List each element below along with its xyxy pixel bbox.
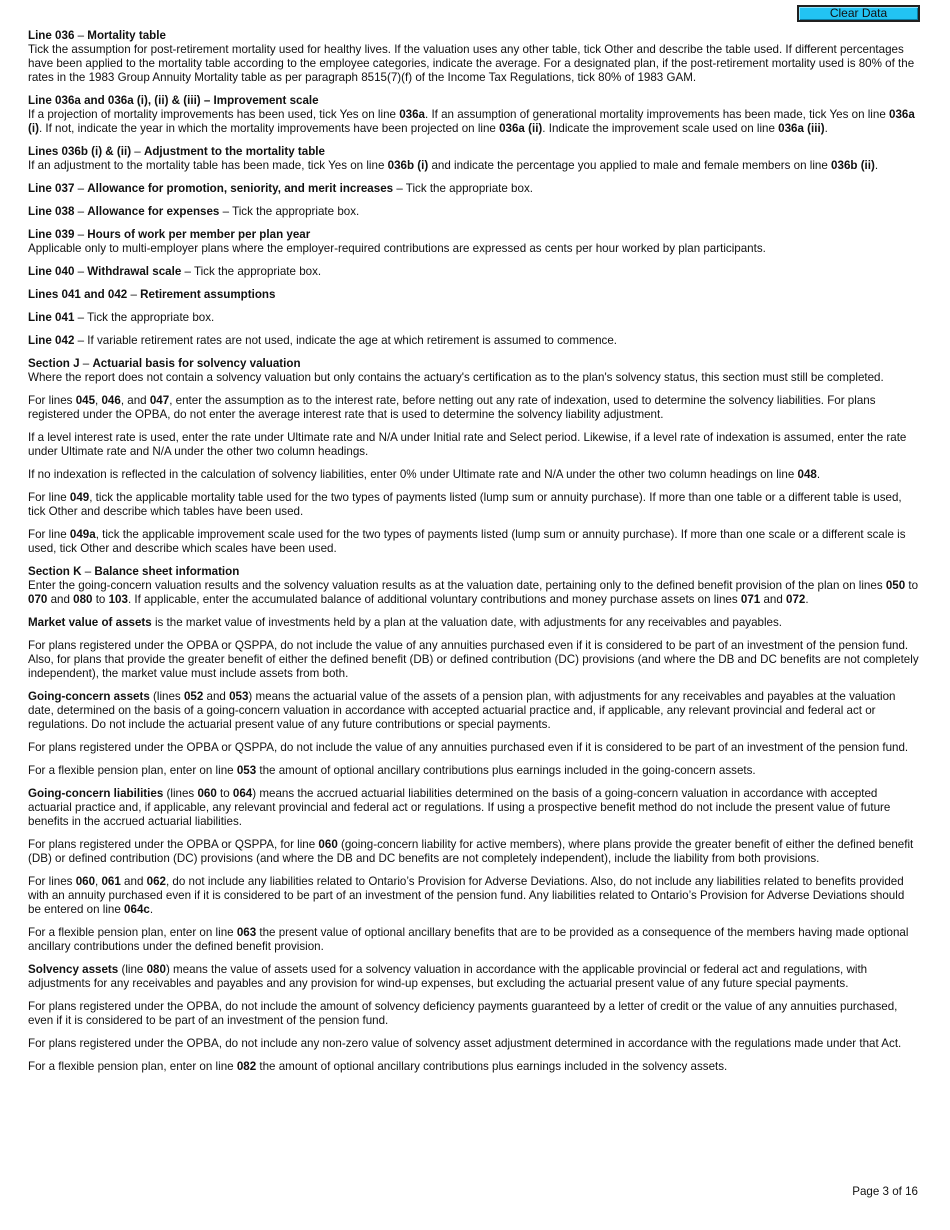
page-number: Page 3 of 16: [852, 1185, 918, 1198]
instruction-block: [28, 205, 920, 219]
instruction-paragraph: Solvency assets (line 080) means the value of assets used for a solvency valuation in accordance with the applicable provincial or federal act and regulations, with adjustments for any receivables and payables and any provision for wind-up expenses, but excluding the actuarial present value of any future special payments.: [28, 963, 868, 990]
instruction-block: [28, 29, 920, 85]
instruction-block: [28, 145, 920, 173]
instruction-block: [28, 690, 920, 732]
instruction-block: [28, 1000, 920, 1028]
instruction-block: [28, 468, 920, 482]
instruction-paragraph: For plans registered under the OPBA, do not include any non-zero value of solvency asset adjustment determined in accordance with the regulations made under that Act.: [28, 1037, 902, 1050]
instruction-paragraph: For plans registered under the OPBA or QSPPA, do not include the value of any annuities purchased even if it is considered to be part of an investment of the pension fund. Also, for plans that provide the greater benefit of either the defined benefit (DB) or defined contribution (DC) provisions (and where the DB and DC benefits are not completely independent), the market value must include assets from both.: [28, 639, 919, 680]
instruction-paragraph: For line 049a, tick the applicable improvement scale used for the two types of payments listed (lump sum or annuity purchase). If more than one scale or a different scale is used, tick Other and describe which scales have been used.: [28, 528, 906, 555]
instruction-paragraph: For plans registered under the OPBA or QSPPA, do not include the value of any annuities purchased even if it is considered to be part of an investment of the pension fund.: [28, 741, 909, 754]
instruction-paragraph: If an adjustment to the mortality table has been made, tick Yes on line 036b (i) and indicate the percentage you applied to male and female members on line 036b (ii).: [28, 159, 879, 172]
instruction-block: [28, 265, 920, 279]
section-heading: Line 036a and 036a (i), (ii) & (iii) – Improvement scale: [28, 94, 319, 107]
instruction-block: [28, 182, 920, 196]
instruction-paragraph: For plans registered under the OPBA, do not include the amount of solvency deficiency payments guaranteed by a letter of credit or the value of any annuities purchased, even if it is considered to be part of an investment of the pension fund.: [28, 1000, 898, 1027]
section-heading: Line 039 – Hours of work per member per plan year: [28, 228, 311, 241]
instruction-paragraph: For lines 045, 046, and 047, enter the assumption as to the interest rate, before netting out any rate of indexation, used to determine the solvency liabilities. For plans registered under the OPBA, do not enter the average interest rate that is used to determine the solvency liability adjustment.: [28, 394, 876, 421]
instruction-paragraph: Going-concern assets (lines 052 and 053) means the actuarial value of the assets of a pension plan, with adjustments for any receivables and payables at the valuation date, determined on the basis of a going-concern valuation in accordance with accepted actuarial practice and, if applicable, any relevant provincial and federal act or regulations. Do not include the actuarial present value of any future contributions or special payments.: [28, 690, 896, 731]
instruction-block: [28, 764, 920, 778]
instruction-paragraph: Market value of assets is the market value of investments held by a plan at the valuation date, with adjustments for any receivables and payables.: [28, 616, 783, 629]
instruction-block: [28, 838, 920, 866]
instructions-body: [28, 29, 920, 1083]
instruction-paragraph: For a flexible pension plan, enter on line 082 the amount of optional ancillary contributions plus earnings included in the solvency assets.: [28, 1060, 728, 1073]
instruction-paragraph: For lines 060, 061 and 062, do not include any liabilities related to Ontario’s Provision for Adverse Deviations. Also, do not include any liabilities related to benefits provided with an annuity purchased even if it is considered to be part of an investment of the pension fund. Any liabilities related to Ontario’s Provision for Adverse Deviations should be entered on line 064c.: [28, 875, 905, 916]
instruction-block: [28, 94, 920, 136]
instruction-paragraph: For line 049, tick the applicable mortality table used for the two types of payments listed (lump sum or annuity purchase). If more than one table or a different table is used, tick Other and describe which tables have been used.: [28, 491, 902, 518]
instruction-block: [28, 491, 920, 519]
section-heading: Line 040 – Withdrawal scale – Tick the appropriate box.: [28, 265, 322, 278]
section-heading: Line 041 – Tick the appropriate box.: [28, 311, 215, 324]
instruction-paragraph: If a projection of mortality improvements has been used, tick Yes on line 036a. If an assumption of generational mortality improvements has been made, tick Yes on line 036a (i). If not, indicate the year in which the mortality improvements have been projected on line 036a (ii). Indicate the improvement scale used on line 036a (iii).: [28, 108, 915, 135]
instruction-block: [28, 357, 920, 385]
instruction-block: [28, 431, 920, 459]
instruction-block: [28, 565, 920, 607]
section-heading: Section J – Actuarial basis for solvency valuation: [28, 357, 301, 370]
instruction-paragraph: Going-concern liabilities (lines 060 to 064) means the accrued actuarial liabilities determined on the basis of a going-concern valuation in accordance with accepted actuarial practice and, if applicable, any relevant provincial and federal act or regulations. If using a prospective benefit method do not include the present value of future benefits in the accrued actuarial liabilities.: [28, 787, 891, 828]
instruction-block: [28, 528, 920, 556]
section-heading: Lines 036b (i) & (ii) – Adjustment to the mortality table: [28, 145, 325, 158]
section-heading: Line 037 – Allowance for promotion, seniority, and merit increases – Tick the appropriate box.: [28, 182, 533, 195]
instruction-block: [28, 741, 920, 755]
instruction-paragraph: Applicable only to multi-employer plans where the employer-required contributions are expressed as cents per hour worked by plan participants.: [28, 242, 766, 255]
instruction-block: [28, 787, 920, 829]
instruction-paragraph: For a flexible pension plan, enter on line 063 the present value of optional ancillary benefits that are to be provided as a consequence of the members having made optional ancillary contributions under the defined benefit provision.: [28, 926, 909, 953]
section-heading: Line 042 – If variable retirement rates are not used, indicate the age at which retirement is assumed to commence.: [28, 334, 618, 347]
instruction-paragraph: Enter the going-concern valuation results and the solvency valuation results as at the valuation date, pertaining only to the defined benefit provision of the plan on lines 050 to 070 and 080 to 103. If applicable, enter the accumulated balance of additional voluntary contributions and money purchase assets on lines 071 and 072.: [28, 579, 919, 606]
instruction-block: [28, 334, 920, 348]
instruction-block: [28, 1037, 920, 1051]
instruction-block: [28, 926, 920, 954]
instruction-block: [28, 228, 920, 256]
section-heading: Line 038 – Allowance for expenses – Tick the appropriate box.: [28, 205, 360, 218]
section-heading: Lines 041 and 042 – Retirement assumptions: [28, 288, 276, 301]
instruction-paragraph: For plans registered under the OPBA or QSPPA, for line 060 (going-concern liability for active members), where plans provide the greater benefit of either the defined benefit (DB) or defined contribution (DC) provisions (and where the DB and DC benefits are not completely independent), include the liability from both provisions.: [28, 838, 914, 865]
instruction-paragraph: Tick the assumption for post-retirement mortality used for healthy lives. If the valuation uses any other table, tick Other and describe the table used. If different percentages have been applied to the mortality table according to the employee categories, indicate the average. For a designated plan, if the post-retirement mortality used is 80% of the rates in the 1983 Group Annuity Mortality table as per paragraph 8515(7)(f) of the Income Tax Regulations, tick 80% of 1983 GAM.: [28, 43, 915, 84]
section-heading: Section K – Balance sheet information: [28, 565, 240, 578]
section-heading: Line 036 – Mortality table: [28, 29, 166, 42]
instruction-paragraph: For a flexible pension plan, enter on line 053 the amount of optional ancillary contributions plus earnings included in the going-concern assets.: [28, 764, 756, 777]
instruction-paragraph: Where the report does not contain a solvency valuation but only contains the actuary's certification as to the plan's solvency status, this section must still be completed.: [28, 371, 884, 384]
instruction-block: [28, 616, 920, 630]
instruction-paragraph: If a level interest rate is used, enter the rate under Ultimate rate and N/A under Initial rate and Select period. Likewise, if a level rate of indexation is assumed, enter the rate under Ultimate rate and N/A under the other two column headings.: [28, 431, 907, 458]
clear-data-button[interactable]: Clear Data: [797, 5, 920, 22]
instruction-paragraph: If no indexation is reflected in the calculation of solvency liabilities, enter 0% under Ultimate rate and N/A under the other two column headings on line 048.: [28, 468, 821, 481]
instruction-block: [28, 639, 920, 681]
instruction-block: [28, 875, 920, 917]
instruction-block: [28, 963, 920, 991]
instruction-block: [28, 311, 920, 325]
instruction-block: [28, 1060, 920, 1074]
instruction-block: [28, 288, 920, 302]
instruction-block: [28, 394, 920, 422]
